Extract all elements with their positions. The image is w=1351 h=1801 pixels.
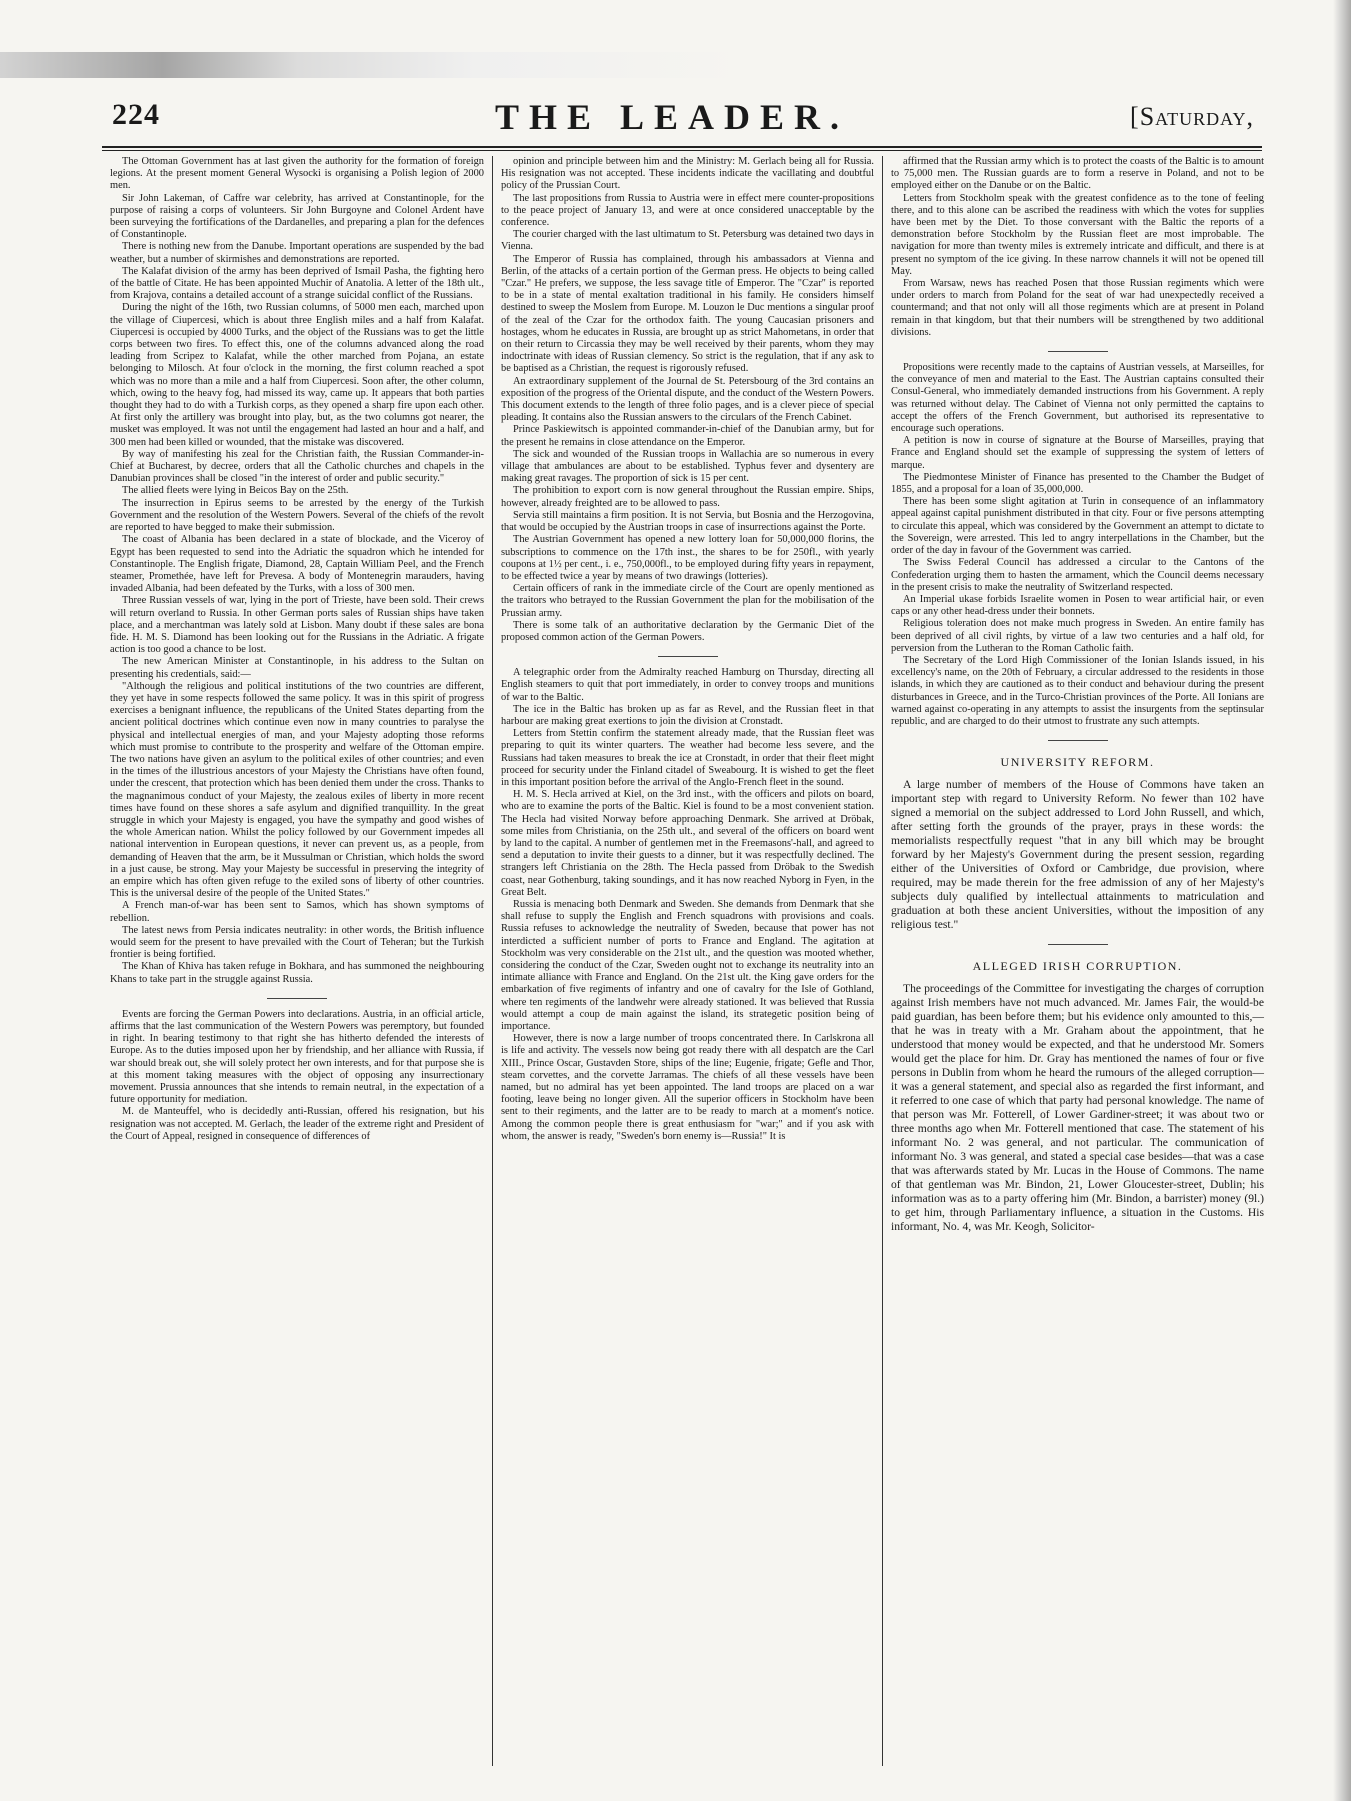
issue-day: [Saturday, [1130, 102, 1254, 131]
article-paragraph: The Ottoman Government has at last given the authority for the formation of foreign legions. At the present moment General Wysocki is organising a Polish legion of 2000 men. [110, 156, 484, 192]
article-paragraph: There has been some slight agitation at Turin in consequence of an inflammatory appeal against capital punishment distributed in that city. Four or five persons attempting to circulate this appeal, which was considered by the Government an attempt to dictate to the Sovereign, were arrested. This led to angry interpellations in the Chamber, but the order of the day in favour of the Government was carried. [891, 496, 1264, 557]
section-separator [658, 656, 718, 657]
article-paragraph: The Khan of Khiva has taken refuge in Bokhara, and has summoned the neighbouring Khans to take part in the struggle against Russia. [110, 961, 484, 985]
section-separator [267, 998, 327, 999]
article-paragraph: Letters from Stockholm speak with the greatest confidence as to the tone of feeling there, and to this alone can be ascribed the readiness with which the votes for supplies have been met by the Diet. To those conversant with the Baltic the reports of a demonstration before Stockholm by the Russian fleet are most improbable. The navigation for more than twenty miles is extremely intricate and difficult, and there is at present no symptom of the ice giving. In these narrow channels it will not be opened till May. [891, 192, 1264, 277]
article-paragraph: A telegraphic order from the Admiralty reached Hamburg on Thursday, directing all English steamers to quit that port immediately, in order to convey troops and munitions of war to the Baltic. [501, 667, 874, 703]
article-paragraph: Sir John Lakeman, of Caffre war celebrity, has arrived at Constantinople, for the purpose of raising a corps of volunteers. Sir John Burgoyne and Colonel Ardent have been surveying the fortifications of the Dardanelles, and preparing a plan for the defences of Constantinople. [110, 192, 484, 241]
article-paragraph: An extraordinary supplement of the Journal de St. Petersbourg of the 3rd contains an exposition of the progress of the Oriental dispute, and the conduct of the Western Powers. This document extends to the length of three folio pages, and is a clever piece of special pleading. It contains also the Russian answers to the circulars of the French Cabinet. [501, 375, 874, 424]
irish-corruption-text: The proceedings of the Committee for investigating the charges of corruption against Irish members have not much advanced. Mr. James Fair, the would-be paid guardian, has been before them; but his evidence only amounted to this,—that he was in treaty with a Mr. Graham about the appointment, that he understood that money would be expected, and that he understood Mr. Somers would get the place for him. Dr. Gray has mentioned the names of four or five persons in Dublin from whom he heard the rumours of the alleged corruption—it was a general statement, and special also as regarded the first informant, and it referred to one case of which that party had personal knowledge. The name of that person was Mr. Fotterell, of Lower Gardiner-street; it was about two or three months ago when Mr. Fotterell mentioned that case. The statement of his informant No. 2 was general, and not particular. The communication of informant No. 3 was general, and stated a special case besides—that was a case that was afterwards stated by Mr. Lucas in the House of Commons. The name of that gentleman was Mr. Bindon, 21, Lower Gloucester-street, Dublin; his information was as to a party offering him (Mr. Bindon, a barrister) money (9l.) to get him, through Parliamentary influence, a situation in the Customs. His informant, No. 4, was Mr. Keogh, Solicitor- [891, 982, 1264, 1234]
article-paragraph: H. M. S. Hecla arrived at Kiel, on the 3rd inst., with the officers and pilots on board, who are to examine the ports of the Baltic. Kiel is found to be a most convenient station. The Hecla had visited Norway before approaching Denmark. She arrived at Dröbak, some miles from Christiania, on the 25th ult., and several of the officers on board went by land to the capital. A number of gentlemen met in the Freemasons'-hall, and agreed to send a deputation to invite their guests to a dinner, but it was respectfully declined. The strangers left Christiania on the 28th. The Hecla passed from Dröbak to the Swedish coast, near Gothenburg, taking soundings, and it has now reached Nyborg in Fyen, in the Great Belt. [501, 789, 874, 898]
article-paragraph: Servia still maintains a firm position. It is not Servia, but Bosnia and the Herzogovina, that would be occupied by the Austrian troops in case of insurrections against the Porte. [501, 509, 874, 534]
article-paragraph: Russia is menacing both Denmark and Sweden. She demands from Denmark that she shall refuse to supply the English and French squadrons with provisions and coals. Russia refuses to acknowledge the neutrality of Sweden, because that power has not interdicted a sufficient number of ports to France and England. The agitation at Stockholm was very considerable on the 21st ult., and the question was mooted whether, considering the conduct of the Czar, Sweden ought not to exchange its neutrality into an intimate alliance with France and England. On the 21st ult. the King gave orders for the embarkation of five regiments of infantry and one of cavalry for the Isle of Gothland, where ten regiments of the landwehr were already stationed. It was believed that Russia would attempt a coup de main against the island, its strategetic position being of importance. [501, 898, 874, 1033]
article-paragraph: There is some talk of an authoritative declaration by the Germanic Diet of the proposed common action of the German Powers. [501, 619, 874, 643]
article-paragraph: The Piedmontese Minister of Finance has presented to the Chamber the Budget of 1855, and a proposal for a loan of 35,000,000. [891, 471, 1264, 496]
article-columns [102, 156, 1272, 1766]
column-1-section-b [110, 1009, 484, 1143]
column-2-section-b [501, 667, 874, 1143]
article-paragraph: Events are forcing the German Powers into declarations. Austria, in an official article, affirms that the last communication of the Western Powers was peremptory, but founded in right. In bearing testimony to that right she has hitherto defended the interests of Europe. As to the duties imposed upon her by friendship, and her alliance with Russia, if war should break out, she will solely protect her own interests, and for that purpose she is at this moment taking measures with the object of opposing any insurrectionary movement. Prussia announces that she intends to remain neutral, in the expectation of a future opportunity for mediation. [110, 1008, 484, 1106]
article-paragraph: However, there is now a large number of troops concentrated there. In Carlskrona all is life and activity. The vessels now being got ready there with all despatch are the Carl XIII., Prince Oscar, Gustavden Store, ships of the line; Eugenie, frigate; Gefle and Thor, steam corvettes, and the corvette Jarramas. The chiefs of all these vessels have been named, but no admiral has yet been appointed. The land troops are placed on a war footing, leave being no longer given. All the superior officers in Stockholm have been sent to their regiments, and the latter are to be ready to march at a moment's notice. Among the common people there is great enthusiasm for "war;" and if you ask with whom, the answer is ready, "Sweden's born enemy is—Russia!" It is [501, 1033, 874, 1142]
article-paragraph: The Kalafat division of the army has been deprived of Ismail Pasha, the fighting hero of the battle of Citate. He has been appointed Muchir of Anatolia. A letter of the 18th ult., from Krajova, contains a detailed account of a strange suicidal conflict of the Russians. [110, 265, 484, 302]
article-paragraph: Propositions were recently made to the captains of Austrian vessels, at Marseilles, for the conveyance of men and material to the East. The Austrian captains consulted their Consul-General, who immediately demanded instructions from his Government. A reply was returned without delay. The Cabinet of Vienna not only permitted the captains to accept the offers of the French Government, but authorised its representative to encourage such operations. [891, 362, 1264, 435]
article-paragraph: The ice in the Baltic has broken up as far as Revel, and the Russian fleet in that harbour are making great exertions to join the division at Cronstadt. [501, 703, 874, 727]
article-paragraph: By way of manifesting his zeal for the Christian faith, the Russian Commander-in-Chief at Bucharest, by decree, orders that all the Catholic churches and chapels in the Danubian provinces shall be closed "in the interest of order and public security." [110, 448, 484, 485]
article-paragraph: Certain officers of rank in the immediate circle of the Court are openly mentioned as the traitors who betrayed to the Russian Government the plan for the mobilisation of the Prussian army. [501, 583, 874, 619]
article-paragraph: From Warsaw, news has reached Posen that those Russian regiments which were under orders to march from Poland for the seat of war had unexpectedly received a countermand; and that not only will all those regiments which are at present in Poland remain in that kingdom, but that their numbers will be strengthened by two additional divisions. [891, 278, 1264, 338]
heading-irish-corruption: ALLEGED IRISH CORRUPTION. [972, 959, 1183, 974]
article-paragraph: Three Russian vessels of war, lying in the port of Trieste, have been sold. Their crews will return overland to Russia. In other German ports sales of Russian ships have taken place, and a merchantman was lately sold at Lisbon. Many doubt if these sales are bona fide. H. M. S. Diamond has been looking out for the Russians in the Adriatic. A frigate action is too good a chance to be lost. [110, 595, 484, 656]
article-paragraph: The sick and wounded of the Russian troops in Wallachia are so numerous in every village that ambulances are about to be established. Typhus fever and dysentery are making great ravages. The proportion of sick is 15 per cent. [501, 448, 874, 485]
article-paragraph: The coast of Albania has been declared in a state of blockade, and the Viceroy of Egypt has been requested to send into the Adriatic the squadron which he intended for Constantinople. The English frigate, Diamond, 28, Captain William Peel, and the French steamer, Promethée, have left for Prevesa. A body of Montenegrin marauders, having invaded Albania, had been defeated by the Turks, with a loss of 300 men. [110, 534, 484, 595]
article-paragraph: There is nothing new from the Danube. Important operations are suspended by the bad weather, but a number of skirmishes and demonstrations are reported. [110, 241, 484, 265]
column-1-section-a [110, 156, 484, 986]
article-paragraph: The Secretary of the Lord High Commissioner of the Ionian Islands issued, in his excellency's name, on the 20th of February, a circular addressed to the residents in those islands, in which they are cautioned as to their conduct and behaviour during the present disturbances in Greece, and in the Turco-Christian provinces of the Porte. All Ionians are warned against co-operating in any attempts to assist the insurgents from the septinsular republic, and are charged to do their utmost to frustrate any such attempts. [891, 654, 1264, 727]
article-paragraph: The last propositions from Russia to Austria were in effect mere counter-propositions to the peace project of January 13, and were at once considered unacceptable by the conference. [501, 192, 874, 229]
newspaper-page [72, 80, 1272, 1770]
article-paragraph: An Imperial ukase forbids Israelite women in Posen to wear artificial hair, or even caps or any other head-dress under their bonnets. [891, 593, 1264, 618]
article-paragraph: M. de Manteuffel, who is decidedly anti-Russian, offered his resignation, but his resignation was not accepted. M. Gerlach, the leader of the extreme right and President of the Court of Appeal, resigned in consequence of differences of [110, 1106, 484, 1142]
article-paragraph: Letters from Stettin confirm the statement already made, that the Russian fleet was preparing to quit its winter quarters. The weather had become less severe, and the Russians had taken measures to break the ice at Cronstadt, in order that their fleet might proceed for security under the Finland citadel of Sweabourg. It is wished to get the fleet in this important position before the arrival of the Anglo-French fleet in the sound. [501, 728, 874, 788]
article-paragraph: The Austrian Government has opened a new lottery loan for 50,000,000 florins, the subscriptions to commence on the 17th inst., the shares to be for 250fl., with yearly coupons at 1½ per cent., i. e., 750,000fl., to be employed during fifty years in repayment, to be effected twice a year by means of two drawings (lotteries). [501, 534, 874, 582]
scan-edge [0, 52, 1351, 78]
article-paragraph: The new American Minister at Constantinople, in his address to the Sultan on presenting his credentials, said:— [110, 656, 484, 680]
column-3-section-b [891, 362, 1264, 728]
article-paragraph: The Emperor of Russia has complained, through his ambassadors at Vienna and Berlin, of the attacks of a certain portion of the German press. He objects to being called "Czar." He prefers, we suppose, the less savage title of Emperor. The "Czar" is reported to be in a state of mental exaltation traditional in his family. He considers himself destined to sweep the Moslem from Europe. M. Louzon le Duc mentions a singular proof of the zeal of the Czar for the orthodox faith. The young Caucasian prisoners and hostages, whom he educates in Russia, are brought up as strict Mahometans, in order that on their return to Circassia they may be well received by their parents, whom they may indoctrinate with ideas of Russian clemency. So strict is the regulation, that if any ask to be baptised as a Christian, the request is rigorously refused. [501, 253, 874, 375]
page-number: 224 [112, 98, 160, 131]
article-paragraph: The Swiss Federal Council has addressed a circular to the Cantons of the Confederation urging them to hasten the armament, which the Council deems necessary in the present crisis to make the neutrality of Switzerland respected. [891, 557, 1264, 593]
article-paragraph: opinion and principle between him and the Ministry: M. Gerlach being all for Russia. His resignation was not accepted. These incidents indicate the vacillating and doubtful policy of the Prussian Court. [501, 156, 874, 192]
column-3 [882, 156, 1272, 1766]
article-paragraph: The allied fleets were lying in Beicos Bay on the 25th. [122, 485, 349, 497]
article-paragraph: The insurrection in Epirus seems to be arrested by the energy of the Turkish Government and the resolution of the Western Powers. Several of the chiefs of the revolt are reported to have begged to make their submission. [110, 497, 484, 534]
column-2-section-a [501, 156, 874, 644]
article-paragraph: affirmed that the Russian army which is to protect the coasts of the Baltic is to amount to 75,000 men. The Russian guards are to form a reserve in Poland, and not to be employed either on the Danube or on the Baltic. [891, 156, 1264, 192]
article-paragraph: Religious toleration does not make much progress in Sweden. An entire family has been deprived of all civil rights, by virtue of a law two centuries and a half old, for perversion from the Lutheran to the Roman Catholic faith. [891, 618, 1264, 654]
article-paragraph: The courier charged with the last ultimatum to St. Petersburg was detained two days in Vienna. [501, 229, 874, 253]
article-paragraph: During the night of the 16th, two Russian columns, of 5000 men each, marched upon the village of Ciupercesi, which is about three English miles and a half from Kalafat. Ciupercesi is occupied by 4000 Turks, and the object of the Russians was to get the little corps between two fires. To effect this, one of the columns advanced along the road leading from Scripez to Kalafat, while the other marched from Pojana, an estate belonging to Milosch. At four o'clock in the morning, the first column reached a spot which was no more than a mile and a half from Ciupercesi. Soon after, the other column, which, owing to the heavy fog, had missed its way, came up. It appears that both parties thought they had to do with a Turkish corps, as they opened a sharp fire upon each other. At first only the artillery was brought into play, but, as the two columns got nearer, the musket was employed. It was not until the engagement had lasted an hour and a half, and 300 men had been killed or wounded, that the mistake was discovered. [110, 302, 484, 448]
column-1 [102, 156, 492, 1766]
article-paragraph: "Although the religious and political institutions of the two countries are different, they yet have in some respects followed the same policy. It was in this spirit of progress exercises a benignant influence, the republicans of the United States departing from the ancient political doctrines which continue even now in many countries to paralyse the physical and intellectual energies of man, and your Majesty adopting those reforms which must promise to contribute to the prosperity and welfare of the Ottoman empire. The two nations have given an asylum to the political exiles of other countries; and even in the times of the illustrious ancestors of your Majesty the Christians have often found, under the crescent, that protection which has been denied them under the cross. Thanks to the magnanimous conduct of your Majesty, the zealous exiles of liberty in more recent times have found on these shores a safe asylum and dignified tranquillity. In the great struggle in which your Majesty is engaged, you have the sympathy and good wishes of the whole American nation. Whilst the policy followed by our Government impedes all national intervention in European questions, it never can prevent us, as a people, from demanding of Heaven that the arm, be it Mussulman or Christian, which holds the sword in a just cause, be strong. May your Majesty be successful in preserving the integrity of an empire which has often given refuge to the exiled sons of liberty of other countries. This is the universal desire of the people of the United States." [110, 680, 484, 900]
university-reform-text: A large number of members of the House of Commons have taken an important step with regard to University Reform. No fewer than 102 have signed a memorial on the subject addressed to Lord John Russell, and which, after setting forth the grounds of the prayer, prays in these words: the memorialists respectfully request "that in any bill which may be brought forward by her Majesty's Government during the present session, regarding either of the Universities of Oxford or Cambridge, due provision, where required, may be made therein for the free admission of any of her Majesty's subjects duly qualified by intellectual attainments to matriculation and graduation at both these ancient Universities, without the imposition of any religious test." [891, 778, 1264, 932]
heading-university-reform: UNIVERSITY REFORM. [1000, 755, 1155, 770]
header-rule [102, 146, 1262, 151]
masthead [72, 80, 1272, 148]
column-3-section-a [891, 156, 1264, 339]
section-separator [1048, 351, 1108, 352]
article-paragraph: The latest news from Persia indicates neutrality: in other words, the British influence would seem for the present to have prevailed with the Court of Teheran; but the Turkish frontier is being fortified. [110, 924, 484, 961]
article-paragraph: Prince Paskiewitsch is appointed commander-in-chief of the Danubian army, but for the present he remains in close attendance on the Emperor. [501, 424, 874, 448]
article-paragraph: A petition is now in course of signature at the Bourse of Marseilles, praying that France and England should set the example of suppressing the system of letters of marque. [891, 435, 1264, 471]
article-paragraph: The prohibition to export corn is now general throughout the Russian empire. Ships, however, already freighted are to be allowed to pass. [501, 485, 874, 509]
section-separator [1048, 740, 1108, 741]
article-paragraph: A French man-of-war has been sent to Samos, which has shown symptoms of rebellion. [110, 900, 484, 924]
paper-title: THE LEADER. [494, 97, 850, 137]
binding-edge [1333, 0, 1351, 1801]
section-separator [1048, 944, 1108, 945]
column-2 [492, 156, 882, 1766]
